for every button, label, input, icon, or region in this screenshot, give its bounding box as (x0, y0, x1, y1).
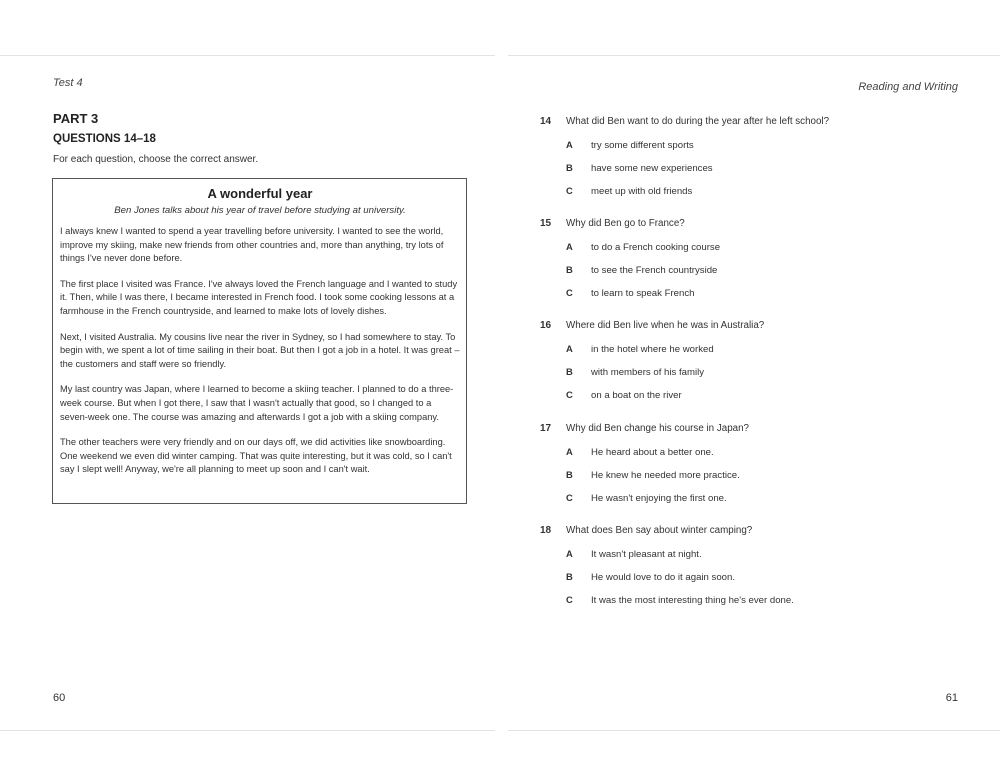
option-b[interactable] (566, 571, 735, 583)
option-letter: C (566, 185, 573, 196)
top-rule (0, 55, 495, 56)
bottom-rule (0, 730, 495, 731)
option-b[interactable] (566, 264, 717, 276)
option-text: to learn to speak French (591, 288, 695, 299)
question-number: 16 (540, 320, 552, 331)
option-c[interactable] (566, 492, 727, 504)
option-text: It wasn't pleasant at night. (591, 549, 702, 560)
option-letter: C (566, 492, 573, 503)
running-header: Test 4 (53, 77, 83, 89)
article-paragraph: Next, I visited Australia. My cousins live near the river in Sydney, so I had somewhere to stay. To begin with, we spent a lot of time sailing in their boat. But then I got a job in a hotel. It was great – the customers and staff were so friendly. (60, 331, 460, 369)
running-header: Reading and Writing (858, 81, 958, 93)
option-b[interactable] (566, 469, 740, 481)
option-letter: A (566, 446, 573, 457)
option-text: try some different sports (591, 140, 694, 151)
option-a[interactable] (566, 343, 714, 355)
question-text: Why did Ben change his course in Japan? (566, 423, 749, 434)
option-letter: B (566, 264, 573, 275)
top-rule (508, 55, 1000, 56)
article-title: A wonderful year (207, 186, 313, 201)
question-text: Where did Ben live when he was in Australia? (566, 320, 765, 331)
page-number: 60 (53, 692, 66, 704)
question-number: 15 (540, 218, 552, 229)
option-a[interactable] (566, 241, 720, 253)
option-letter: C (566, 389, 573, 400)
option-text: in the hotel where he worked (591, 344, 714, 355)
option-text: He heard about a better one. (591, 447, 714, 458)
option-letter: C (566, 594, 573, 605)
question-number: 14 (540, 116, 552, 127)
option-letter: B (566, 162, 573, 173)
option-c[interactable] (566, 185, 692, 197)
option-c[interactable] (566, 594, 794, 606)
option-a[interactable] (566, 139, 694, 151)
option-letter: A (566, 548, 573, 559)
part-title: PART 3 (53, 111, 99, 126)
question-text: Why did Ben go to France? (566, 218, 685, 229)
option-c[interactable] (566, 287, 694, 299)
option-text: on a boat on the river (591, 390, 682, 401)
bottom-rule (508, 730, 1000, 731)
article-paragraph: My last country was Japan, where I learned to become a skiing teacher. I planned to do a three-week course. But when I got there, I saw that I wasn't actually that good, so I changed to a seven-week one. The course was amazing and afterwards I got a job with a skiing company. (60, 384, 454, 422)
option-text: He knew he needed more practice. (591, 470, 740, 481)
option-c[interactable] (566, 389, 682, 401)
option-letter: B (566, 366, 573, 377)
option-letter: B (566, 469, 573, 480)
question-text: What does Ben say about winter camping? (566, 525, 753, 536)
option-text: It was the most interesting thing he's ever done. (591, 595, 794, 606)
page-number: 61 (945, 692, 958, 704)
article-paragraph: I always knew I wanted to spend a year travelling before university. I wanted to see the world, improve my skiing, make new friends from other countries and, more than anything, try lots of things I've never done before. (60, 226, 444, 264)
option-letter: C (566, 287, 573, 298)
option-text: meet up with old friends (591, 186, 693, 197)
question-number: 18 (540, 525, 552, 536)
option-text: to do a French cooking course (591, 242, 721, 253)
option-text: He would love to do it again soon. (591, 572, 735, 583)
option-letter: A (566, 343, 573, 354)
option-letter: A (566, 241, 573, 252)
option-letter: B (566, 571, 573, 582)
right-page (500, 0, 1000, 772)
questions-title: QUESTIONS 14–18 (53, 133, 156, 145)
question-number: 17 (540, 423, 552, 434)
article-paragraph: The other teachers were very friendly and on our days off, we did activities like snowboarding. One weekend we even did winter camping. That was quite interesting, but it was cold, so I can't say I slept well! Anyway, we're all planning to meet up soon and I can't wait. (60, 437, 452, 475)
option-a[interactable] (566, 548, 702, 560)
option-text: He wasn't enjoying the first one. (591, 493, 727, 504)
question-text: What did Ben want to do during the year after he left school? (566, 116, 830, 127)
option-text: have some new experiences (591, 163, 713, 174)
article-subtitle: Ben Jones talks about his year of travel before studying at university. (114, 205, 406, 216)
option-text: with members of his family (591, 367, 705, 378)
option-letter: A (566, 139, 573, 150)
article-paragraph: The first place I visited was France. I've always loved the French language and I wanted to study it. Then, while I was there, I became interested in French food. I took some cooking lessons at a farmhouse in the French countryside, and learned to make lots of lovely dishes. (60, 278, 458, 316)
option-text: to see the French countryside (591, 265, 718, 276)
article-box (52, 178, 467, 504)
instructions: For each question, choose the correct answer. (53, 154, 259, 165)
option-b[interactable] (566, 162, 713, 174)
option-b[interactable] (566, 366, 704, 378)
option-a[interactable] (566, 446, 714, 458)
